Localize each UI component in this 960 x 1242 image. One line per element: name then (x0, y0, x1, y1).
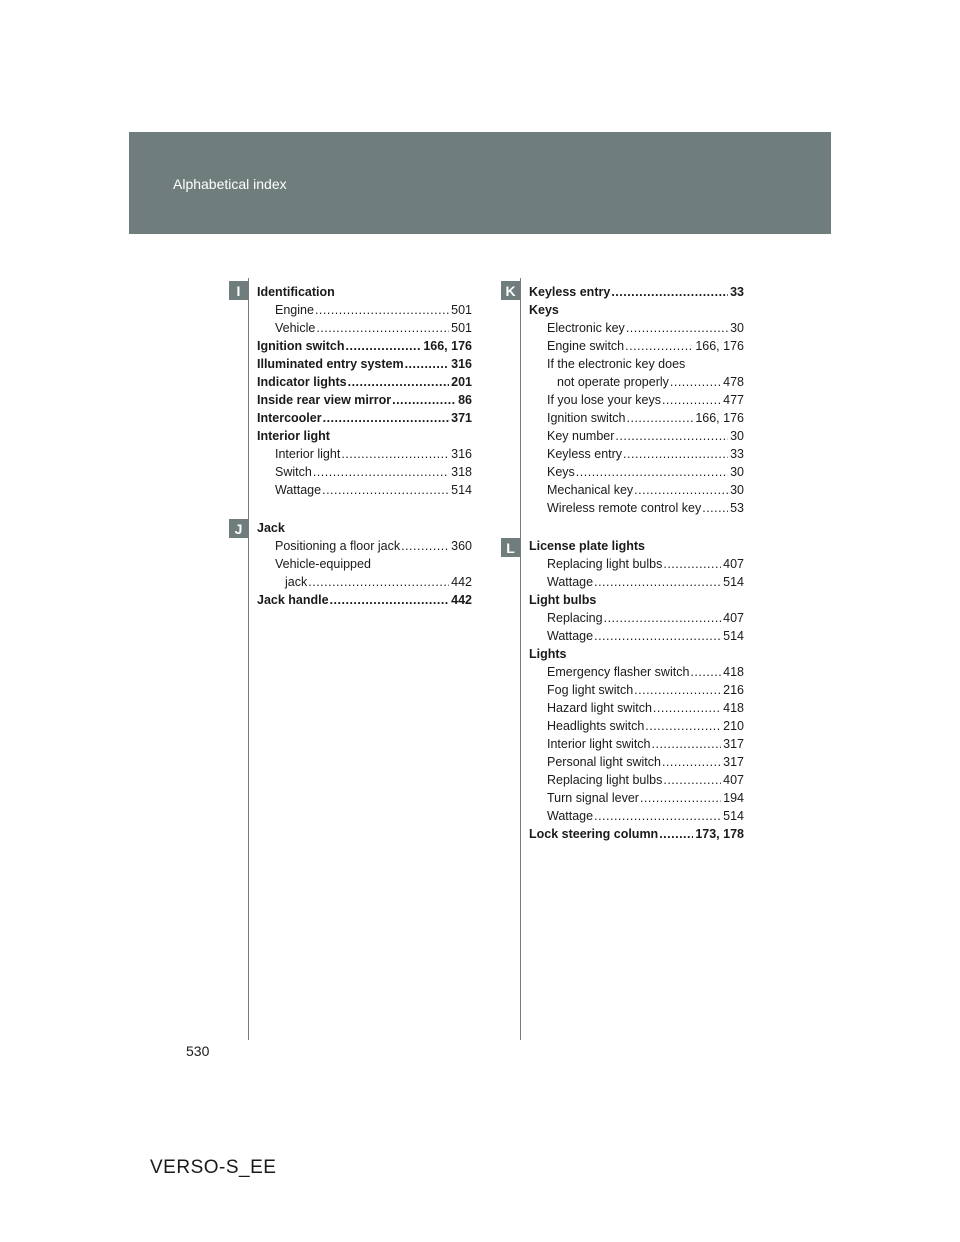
entry-label: Turn signal lever (547, 791, 639, 805)
section-title: Alphabetical index (173, 176, 287, 192)
entry-label: jack (285, 575, 308, 589)
dot-leader (594, 573, 721, 591)
dot-leader (594, 627, 721, 645)
page-reference: 514 (451, 483, 472, 497)
page-reference: 407 (723, 611, 744, 625)
dot-leader (330, 591, 450, 609)
index-subentry (529, 391, 744, 409)
dot-leader (625, 337, 693, 355)
index-subentry (529, 627, 744, 645)
entry-label: Ignition switch (257, 339, 345, 353)
page-reference: 407 (723, 773, 744, 787)
index-heading (257, 591, 472, 609)
entry-label: Wireless remote control key (547, 501, 702, 515)
entry-label: If you lose your keys (547, 393, 661, 407)
page-reference: 194 (723, 791, 744, 805)
index-subentry (529, 663, 744, 681)
dot-leader (670, 373, 721, 391)
index-subentry (529, 337, 744, 355)
entry-label: Positioning a floor jack (275, 539, 401, 553)
dot-leader (313, 463, 449, 481)
entry-label: Engine (275, 303, 314, 317)
page-reference: 514 (723, 809, 744, 823)
dot-leader (659, 825, 693, 843)
page-reference: 501 (451, 321, 472, 335)
page-reference: 166, 176 (695, 339, 744, 353)
page-reference: 418 (723, 701, 744, 715)
dot-leader (702, 499, 728, 517)
page-reference: 317 (723, 737, 744, 751)
page-reference: 30 (730, 321, 744, 335)
index-subentry (529, 445, 744, 463)
index-subentry (529, 753, 744, 771)
entry-label: Inside rear view mirror (257, 393, 392, 407)
dot-leader (634, 481, 728, 499)
entry-label: Interior light (275, 447, 341, 461)
page-reference: 216 (723, 683, 744, 697)
entry-label: Light bulbs (529, 593, 597, 607)
section-gap (529, 517, 744, 537)
dot-leader (341, 445, 449, 463)
dot-leader (346, 337, 422, 355)
index-subentry (529, 463, 744, 481)
entry-label: Intercooler (257, 411, 322, 425)
index-heading (257, 427, 472, 445)
page-reference: 33 (730, 447, 744, 461)
entry-label: Vehicle (275, 321, 316, 335)
index-subentry (529, 807, 744, 825)
index-subentry (257, 301, 472, 319)
index-heading (257, 391, 472, 409)
dot-leader (315, 301, 449, 319)
letter-badge-j: J (229, 519, 248, 538)
entry-label: Wattage (547, 809, 594, 823)
page-reference: 442 (451, 593, 472, 607)
index-subentry (529, 789, 744, 807)
page-reference: 442 (451, 575, 472, 589)
page-reference: 316 (451, 447, 472, 461)
index-subentry (257, 319, 472, 337)
entry-label: Jack (257, 521, 285, 535)
entry-label: If the electronic key does (547, 357, 686, 371)
index-subentry (529, 481, 744, 499)
entry-label: Interior light switch (547, 737, 651, 751)
entry-label: Ignition switch (547, 411, 626, 425)
dot-leader (663, 771, 721, 789)
entry-label: Indicator lights (257, 375, 347, 389)
dot-leader (594, 807, 721, 825)
index-heading (529, 645, 744, 663)
page-reference: 360 (451, 539, 472, 553)
entry-label: Keys (547, 465, 575, 479)
index-subentry (529, 355, 744, 373)
index-subentry (529, 409, 744, 427)
entry-label: Interior light (257, 429, 330, 443)
dot-leader (392, 391, 456, 409)
index-heading (529, 591, 744, 609)
page-reference: 33 (730, 285, 744, 299)
entry-label: Hazard light switch (547, 701, 652, 715)
page-reference: 478 (723, 375, 744, 389)
index-heading (257, 373, 472, 391)
page-reference: 501 (451, 303, 472, 317)
dot-leader (652, 735, 722, 753)
entry-label: Headlights switch (547, 719, 645, 733)
page-reference: 173, 178 (695, 827, 744, 841)
entry-label: Key number (547, 429, 615, 443)
entry-label: Wattage (275, 483, 322, 497)
entry-label: Illuminated entry system (257, 357, 404, 371)
dot-leader (662, 753, 721, 771)
entry-label: Lights (529, 647, 567, 661)
entry-label: Mechanical key (547, 483, 634, 497)
entry-label: Wattage (547, 575, 594, 589)
index-subentry (529, 735, 744, 753)
entry-label: Jack handle (257, 593, 329, 607)
page-reference: 514 (723, 575, 744, 589)
index-column-left (257, 283, 472, 609)
index-heading (257, 337, 472, 355)
index-subentry (257, 481, 472, 499)
index-subentry (529, 555, 744, 573)
index-subentry (257, 537, 472, 555)
dot-leader (645, 717, 721, 735)
dot-leader (662, 391, 721, 409)
dot-leader (316, 319, 449, 337)
entry-label: Replacing (547, 611, 603, 625)
dot-leader (323, 409, 450, 427)
entry-label: Keyless entry (529, 285, 611, 299)
entry-label: Keyless entry (547, 447, 623, 461)
index-heading (529, 301, 744, 319)
entry-label: Emergency flasher switch (547, 665, 690, 679)
dot-leader (401, 537, 449, 555)
page-reference: 166, 176 (695, 411, 744, 425)
page-number: 530 (186, 1043, 210, 1059)
entry-label: Identification (257, 285, 335, 299)
page-reference: 53 (730, 501, 744, 515)
page-reference: 407 (723, 557, 744, 571)
dot-leader (604, 609, 722, 627)
index-subentry (257, 463, 472, 481)
entry-label: Fog light switch (547, 683, 634, 697)
page-reference: 86 (458, 393, 472, 407)
index-subentry (529, 319, 744, 337)
index-subentry (529, 427, 744, 445)
document-code: VERSO-S_EE (150, 1157, 277, 1178)
index-subentry (529, 609, 744, 627)
dot-leader (626, 319, 728, 337)
index-subentry (529, 373, 744, 391)
index-subentry (529, 681, 744, 699)
index-column-right (529, 283, 744, 843)
page-reference: 371 (451, 411, 472, 425)
entry-label: License plate lights (529, 539, 646, 553)
entry-label: Lock steering column (529, 827, 659, 841)
dot-leader (663, 555, 721, 573)
entry-label: Personal light switch (547, 755, 661, 769)
page-reference: 30 (730, 483, 744, 497)
dot-leader (640, 789, 721, 807)
dot-leader (690, 663, 721, 681)
page-reference: 317 (723, 755, 744, 769)
index-heading (257, 283, 472, 301)
page-reference: 477 (723, 393, 744, 407)
letter-badge-l: L (501, 538, 520, 557)
index-subentry (529, 717, 744, 735)
index-subentry (529, 699, 744, 717)
entry-label: Wattage (547, 629, 594, 643)
page-reference: 30 (730, 465, 744, 479)
index-heading (257, 519, 472, 537)
letter-badge-i: I (229, 281, 248, 300)
index-heading (529, 825, 744, 843)
index-subentry (529, 499, 744, 517)
entry-label: Keys (529, 303, 559, 317)
dot-leader (348, 373, 450, 391)
index-subentry (257, 445, 472, 463)
page-reference: 316 (451, 357, 472, 371)
index-subentry (257, 555, 472, 573)
entry-label: not operate properly (557, 375, 669, 389)
column-divider-left (248, 278, 249, 1040)
page-reference: 318 (451, 465, 472, 479)
dot-leader (308, 573, 449, 591)
section-gap (257, 499, 472, 519)
dot-leader (405, 355, 450, 373)
index-heading (257, 409, 472, 427)
dot-leader (615, 427, 728, 445)
column-divider-right (520, 278, 521, 1040)
index-subentry (529, 771, 744, 789)
dot-leader (322, 481, 449, 499)
dot-leader (627, 409, 694, 427)
dot-leader (653, 699, 721, 717)
index-heading (529, 283, 744, 301)
entry-label: Engine switch (547, 339, 625, 353)
page-reference: 201 (451, 375, 472, 389)
entry-label: Vehicle-equipped (275, 557, 371, 571)
dot-leader (576, 463, 728, 481)
dot-leader (623, 445, 728, 463)
page-reference: 418 (723, 665, 744, 679)
page-reference: 210 (723, 719, 744, 733)
index-subentry (529, 573, 744, 591)
page-reference: 166, 176 (423, 339, 472, 353)
index-heading (257, 355, 472, 373)
dot-leader (611, 283, 728, 301)
letter-badge-k: K (501, 281, 520, 300)
page-header (129, 132, 831, 234)
entry-label: Replacing light bulbs (547, 557, 663, 571)
page-reference: 30 (730, 429, 744, 443)
index-heading (529, 537, 744, 555)
entry-label: Electronic key (547, 321, 625, 335)
entry-label: Switch (275, 465, 312, 479)
index-subentry (257, 573, 472, 591)
page-reference: 514 (723, 629, 744, 643)
entry-label: Replacing light bulbs (547, 773, 663, 787)
dot-leader (634, 681, 721, 699)
